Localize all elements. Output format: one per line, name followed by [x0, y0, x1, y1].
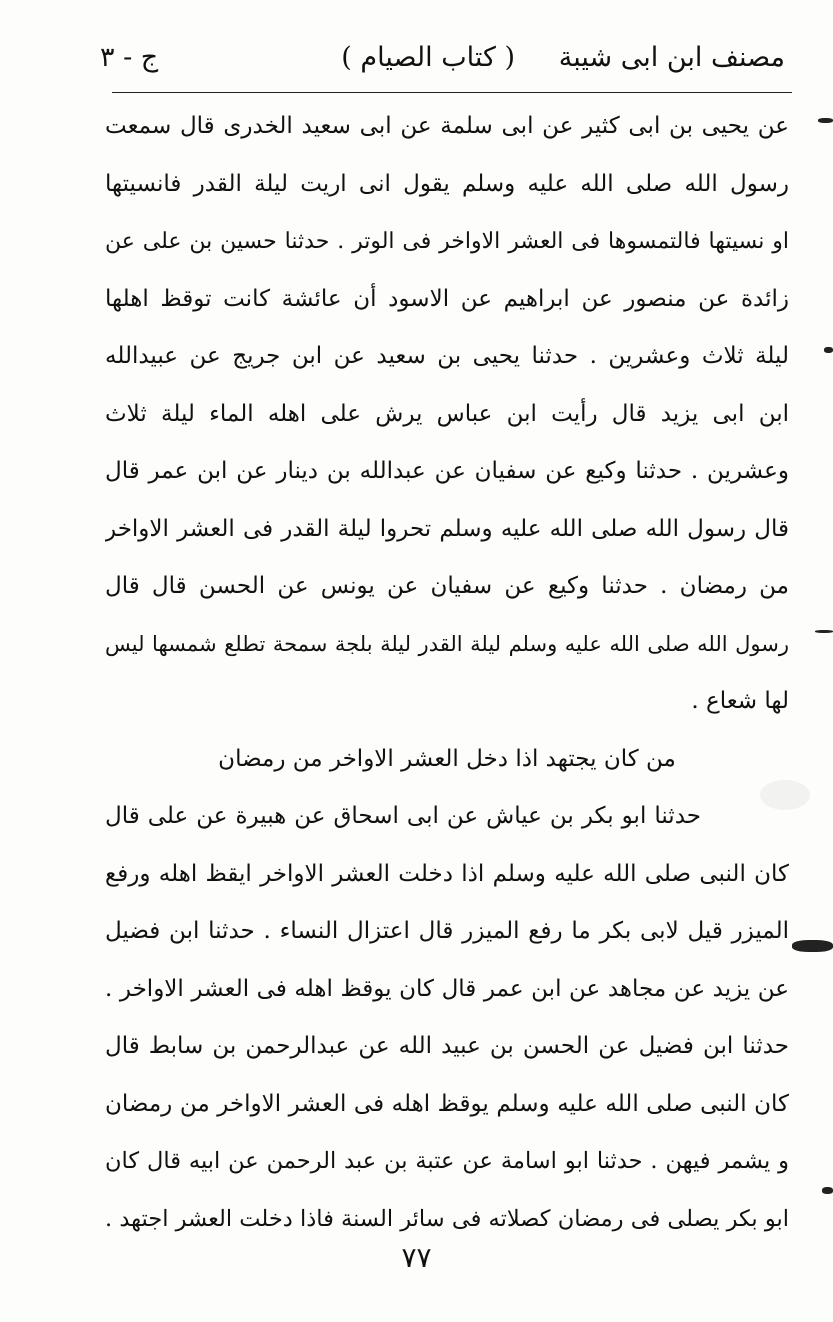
margin-mark [824, 347, 833, 353]
text-line: زائدة عن منصور عن ابراهیم عن الاسود أن عائشة کانت توقظ اهلها [105, 285, 789, 312]
volume-number: ج - ٣ [100, 42, 159, 73]
header-rule [112, 92, 792, 93]
margin-mark [815, 630, 833, 633]
margin-mark [822, 1187, 833, 1194]
page-header [100, 38, 785, 82]
text-line: لها شعاع . [691, 688, 789, 714]
scan-smudge [760, 780, 810, 810]
text-line: کان النبی صلی الله علیه وسلم اذا دخلت العشر الاواخر ایقظ اهله ورفع [105, 860, 789, 887]
section-heading: من کان یجتهد اذا دخل العشر الاواخر من رمضان [218, 745, 676, 772]
text-line: رسول الله صلی الله علیه وسلم یقول انی اریت لیلة القدر فانسیتها [105, 170, 789, 197]
text-line: لیلة ثلاث وعشرین . حدثنا یحیی بن سعید عن ابن جریج عن عبیدالله [105, 343, 789, 369]
text-line: ابو بکر یصلی فی رمضان کصلاته فی سائر السنة فاذا دخلت العشر اجتهد . [105, 1205, 789, 1232]
chapter-title: ( کتاب الصیام ) [341, 42, 515, 73]
text-line: کان النبی صلی الله علیه وسلم یوقظ اهله فی العشر الاواخر من رمضان [105, 1090, 789, 1117]
page-number: ٧٧ [401, 1241, 432, 1274]
text-line: المیزر قیل لابی بکر ما رفع المیزر قال اعتزال النساء . حدثنا ابن فضیل [105, 918, 789, 944]
margin-mark [792, 940, 833, 952]
text-line: و یشمر فیهن . حدثنا ابو اسامة عن عتبة بن عبد الرحمن عن ابیه قال کان [105, 1148, 789, 1174]
text-line: ابن ابی یزید قال رأیت ابن عباس یرش علی اهله الماء لیلة ثلاث [105, 400, 789, 427]
text-line: عن یزید عن مجاهد عن ابن عمر قال کان یوقظ اهله فی العشر الاواخر . [105, 975, 789, 1002]
body-text [105, 98, 789, 1248]
text-line: من رمضان . حدثنا وکیع عن سفیان عن یونس عن الحسن قال قال [105, 573, 789, 599]
text-line: حدثنا ابو بکر بن عیاش عن ابی اسحاق عن هبیرة عن علی قال [105, 803, 701, 829]
text-line: قال رسول الله صلی الله علیه وسلم تحروا لیلة القدر فی العشر الاواخر [105, 515, 789, 542]
book-title: مصنف ابن ابی شیبة [558, 42, 785, 73]
text-line: عن یحیی بن ابی کثیر عن ابی سلمة عن ابی سعید الخدری قال سمعت [105, 113, 789, 139]
text-line: رسول الله صلی الله علیه وسلم لیلة القدر لیلة بلجة سمحة تطلع شمسها لیس [105, 631, 789, 656]
text-line: وعشرین . حدثنا وکیع عن سفیان عن عبدالله بن دینار عن ابن عمر قال [105, 458, 789, 484]
text-line: حدثنا ابن فضیل عن الحسن بن عبید الله عن عبدالرحمن بن سابط قال [105, 1033, 789, 1059]
margin-mark [818, 118, 833, 123]
text-line: او نسیتها فالتمسوها فی العشر الاواخر فی الوتر . حدثنا حسین بن علی عن [105, 229, 789, 254]
